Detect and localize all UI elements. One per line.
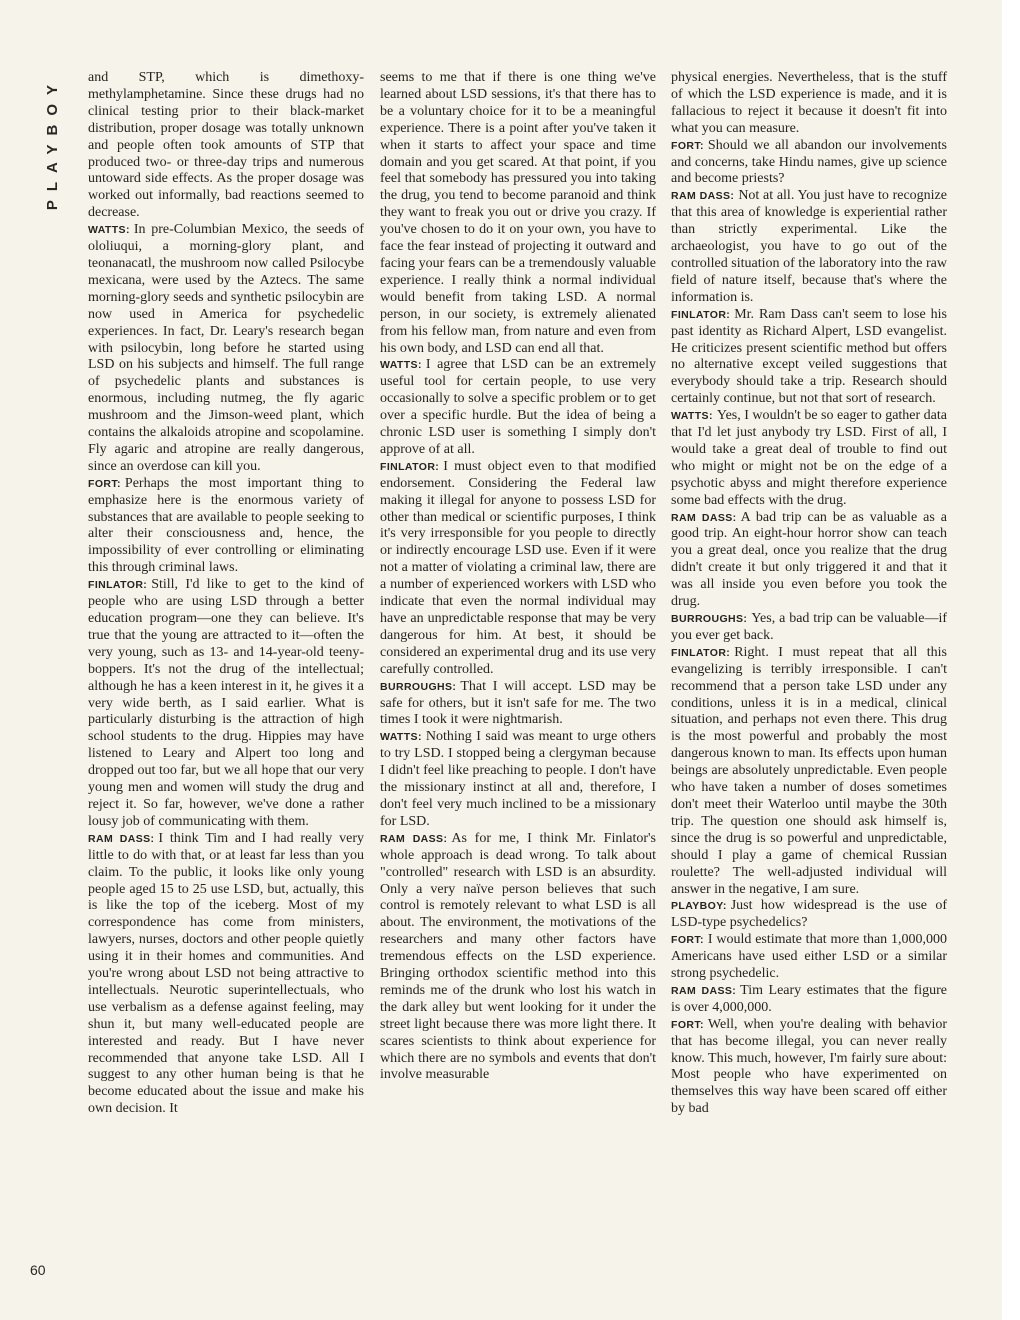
paragraph [671, 307, 947, 408]
paragraph [671, 188, 947, 306]
speaker-label: WATTS: [671, 410, 713, 423]
paragraph [380, 70, 656, 357]
paragraph [671, 645, 947, 899]
paragraph [88, 222, 364, 476]
paragraph-text: Yes, a bad trip can be valuable—if you ever get back. [671, 611, 947, 643]
paragraph-text: Still, I'd like to get to the kind of people who are using LSD through a better education program—one they can believe. It's true that the young are attracted to it—often the very young, such as 13- and 14-year-old teeny-boppers. It's not the drug of the intellectual; although he has a keen interest in it, he gives it a very wide berth, as I said earlier. What is particularly disturbing is the attraction of high school students to the drug. Hippies may have listened to Leary and Alpert too long and dropped out too far, but we all hope that our very young men and women will study the drug and reject it. So far, however, we've done a rather lousy job of communicating with them. [88, 577, 364, 829]
speaker-label: FINLATOR: [380, 460, 440, 473]
speaker-label: FORT: [88, 477, 121, 490]
paragraph [671, 1017, 947, 1118]
speaker-label: BURROUGHS: [671, 613, 748, 625]
paragraph [88, 70, 364, 222]
paragraph [671, 611, 947, 645]
paragraph-text: Nothing I said was meant to urge others to try LSD. I stopped being a clergyman because I didn't feel like preaching to people. I don't have the missionary instinct at all and, therefore, I don't feel very much inclined to be a missionary for LSD. [380, 729, 656, 829]
speaker-label: RAM DASS: [671, 190, 735, 203]
paragraph-text: Right. I must repeat that all this evangelizing is terribly irresponsible. I can't recommend that a person take LSD under any conditions, unless it is in a medical, clinical situation, and perhaps not even there. This drug is the most powerful and probably the most dangerous known to man. Its effects upon human beings are absolutely unpredictable. Even people who have taken a number of doses sometimes don't meet their Waterloo until maybe the 30th trip. The question one should ask himself is, since the drug is so powerful and unpredictable, should I play a game of chemical Russian roulette? The well-adjusted individual will answer in the negative, I am sure. [671, 644, 947, 897]
speaker-label: WATTS: [88, 224, 130, 237]
text-column-3 [671, 70, 947, 1118]
paragraph [380, 459, 656, 679]
paragraph-text: A bad trip can be as valuable as a good trip. An eight-hour horror show can teach you a great deal, once you realize that the drug didn't create it but only triggered it and that it was all inside you even before you took the drug. [671, 509, 947, 610]
paragraph-text: Tim Leary estimates that the figure is over 4,000,000. [671, 982, 947, 1015]
speaker-label: RAM DASS: [671, 984, 737, 997]
paragraph [671, 932, 947, 983]
side-logo: PLAYBOY [44, 76, 61, 211]
page-number: 60 [30, 1262, 46, 1278]
text-column-2 [380, 70, 656, 1084]
paragraph-text: Just how widespread is the use of LSD-type psychedelics? [671, 898, 947, 931]
paragraph [671, 898, 947, 932]
speaker-label: FORT: [671, 139, 704, 152]
paragraph-text: I must object even to that modified endorsement. Considering the Federal law making it illegal for anyone to possess LSD for other than medical or scientific purposes, I think it's very irresponsible for you people to directly or indirectly encourage LSD use. Even if it were not a matter of violating a criminal law, there are a number of experienced workers with LSD who indicate that even the normal individual may have an unpredictable response that may be very dangerous for him. At best, it should be considered an experimental drug and its use very carefully controlled. [380, 458, 656, 677]
paragraph-text: and STP, which is dimethoxy-methylamphetamine. Since these drugs had no clinical testing prior to their black-market distribution, proper dosage was totally unknown and people often took amounts of STP that produced two- or three-day trips and numerous untoward side effects. As the proper dosage was worked out informally, bad reactions seemed to decrease. [88, 70, 364, 221]
paragraph [88, 577, 364, 831]
paragraph-text: Yes, I wouldn't be so eager to gather data that I'd let just anybody try LSD. First of all, I would take a great deal of trouble to find out who might or might not be on the edge of a psychotic abyss and might therefore experience some bad effects with the drug. [671, 408, 947, 508]
paragraph [671, 408, 947, 509]
paragraph-text: Mr. Ram Dass can't seem to lose his past identity as Richard Alpert, LSD evangelist. He criticizes present scientific method but offers no alternative except veiled suggestions that everybody should take a trip. Research should certainly continue, but not that sort of research. [671, 306, 947, 407]
paragraph-text: I agree that LSD can be an extremely useful tool for certain people, to use very occasionally to solve a specific problem or to get over a specific hurdle. But the idea of being a chronic LSD user is something I simply don't approve of at all. [380, 357, 656, 457]
paragraph-text: In pre-Columbian Mexico, the seeds of ololiuqui, a morning-glory plant, and teonanacatl, the mushroom now called Psilocybe mexicana, were used by the Aztecs. The same morning-glory seeds and synthetic psilocybin are now used in America for psychedelic experiences. In fact, Dr. Leary's research began with psilocybin, long before he started using LSD on his subjects and himself. The full range of psychedelic plants and substances is enormous, including nutmeg, the fly agaric mushroom and the Jimson-weed plant, which contains the alkaloids atropine and scopolamine. Fly agaric and atropine are really dangerous, since an overdose can kill you. [88, 222, 364, 474]
speaker-label: FINLATOR: [671, 646, 731, 659]
paragraph [380, 679, 656, 730]
paragraph [380, 357, 656, 458]
paragraph-text: Not at all. You just have to recognize that this area of knowledge is experiential rather than strictly experimental. Like the archaeologist, you have to go out of the controlled situation of the laboratory into the raw field of nature itself, because that's where the information is. [671, 188, 947, 305]
speaker-label: WATTS: [380, 731, 422, 744]
speaker-label: PLAYBOY: [671, 900, 727, 913]
paragraph-text: Perhaps the most important thing to emphasize here is the enormous variety of substances that are available to people seeking to alter their consciousness and, hence, the impossibility of ever controlling or eliminating this through criminal laws. [88, 475, 364, 576]
speaker-label: WATTS: [380, 359, 422, 372]
speaker-label: FORT: [671, 934, 704, 947]
paragraph [88, 831, 364, 1118]
text-column-1 [88, 70, 364, 1118]
speaker-label: RAM DASS: [88, 832, 155, 845]
paragraph-text: I think Tim and I had really very little to do with that, or at least far less than you claim. To the public, it looks like only young people aged 15 to 25 use LSD, but, actually, this is like the top of the iceberg. Most of my correspondence has come from ministers, lawyers, nurses, doctors and other people quietly using it in their homes and communities. And you're wrong about LSD not being attractive to intellectuals. Neurotic superintellectuals, who use verbalism as a defense against feeling, may shun it, but many well-educated people are interested and ready. But I have never recommended that anyone take LSD. All I suggest to any other human being is that he become educated about the issue and make his own decision. It [88, 830, 364, 1117]
speaker-label: FINLATOR: [88, 579, 148, 592]
speaker-label: FINLATOR: [671, 308, 731, 321]
paragraph [671, 138, 947, 189]
speaker-label: RAM DASS: [380, 832, 448, 845]
paragraph [380, 831, 656, 1085]
paragraph [671, 510, 947, 611]
paragraph-text: seems to me that if there is one thing we've learned about LSD sessions, it's that there has to be a voluntary choice for it to be a meaningful experience. There is a point after you've taken it when it starts to affect your space and time domain and you get scared. At that point, if you feel that somebody has pressured you into taking the drug, you tend to become paranoid and think they want to freak you out or drive you crazy. If you've chosen to do it on your own, you have to face the fear instead of projecting it outward and facing your fears can be a tremendously valuable experience. I really think a normal individual would benefit from taking LSD. A normal person, in our society, is extremely alienated from his fellow man, from nature and even from his own body, and LSD can end all that. [380, 70, 656, 356]
speaker-label: BURROUGHS: [380, 680, 457, 693]
paragraph [88, 476, 364, 577]
speaker-label: RAM DASS: [671, 511, 737, 524]
paragraph-text: I would estimate that more than 1,000,000 Americans have used either LSD or a similar strong psychedelic. [671, 932, 947, 982]
paragraph-text: As for me, I think Mr. Finlator's whole approach is dead wrong. To talk about "controlled" research with LSD is an absurdity. Only a very naïve person believes that such control is remotely relevant to what LSD is all about. The environment, the motivations of the researchers and many other factors have tremendous effects on the LSD experience. Bringing orthodox scientific method into this reminds me of the drunk who lost his watch in the dark alley but went looking for it under the street light because there was more light there. It scares scientists to think about experience for which there are no symbols and events that don't involve measurable [380, 830, 656, 1083]
paragraph-text: That I will accept. LSD may be safe for others, but it isn't safe for me. The two times I took it were nightmarish. [380, 678, 656, 728]
paragraph-text: Should we all abandon our involvements and concerns, take Hindu names, give up science and become priests? [671, 137, 947, 187]
paragraph-text: physical energies. Nevertheless, that is the stuff of which the LSD experience is made, and it is fallacious to reject it because it doesn't fit into what you can measure. [671, 70, 947, 136]
page-edge [1002, 0, 1020, 1320]
paragraph [671, 983, 947, 1017]
paragraph-text: Well, when you're dealing with behavior that has become illegal, you can never really know. This much, however, I'm fairly sure about: Most people who have experimented on themselves this way have been scared off either by bad [671, 1016, 947, 1117]
paragraph [671, 70, 947, 138]
paragraph [380, 729, 656, 830]
speaker-label: FORT: [671, 1018, 704, 1031]
